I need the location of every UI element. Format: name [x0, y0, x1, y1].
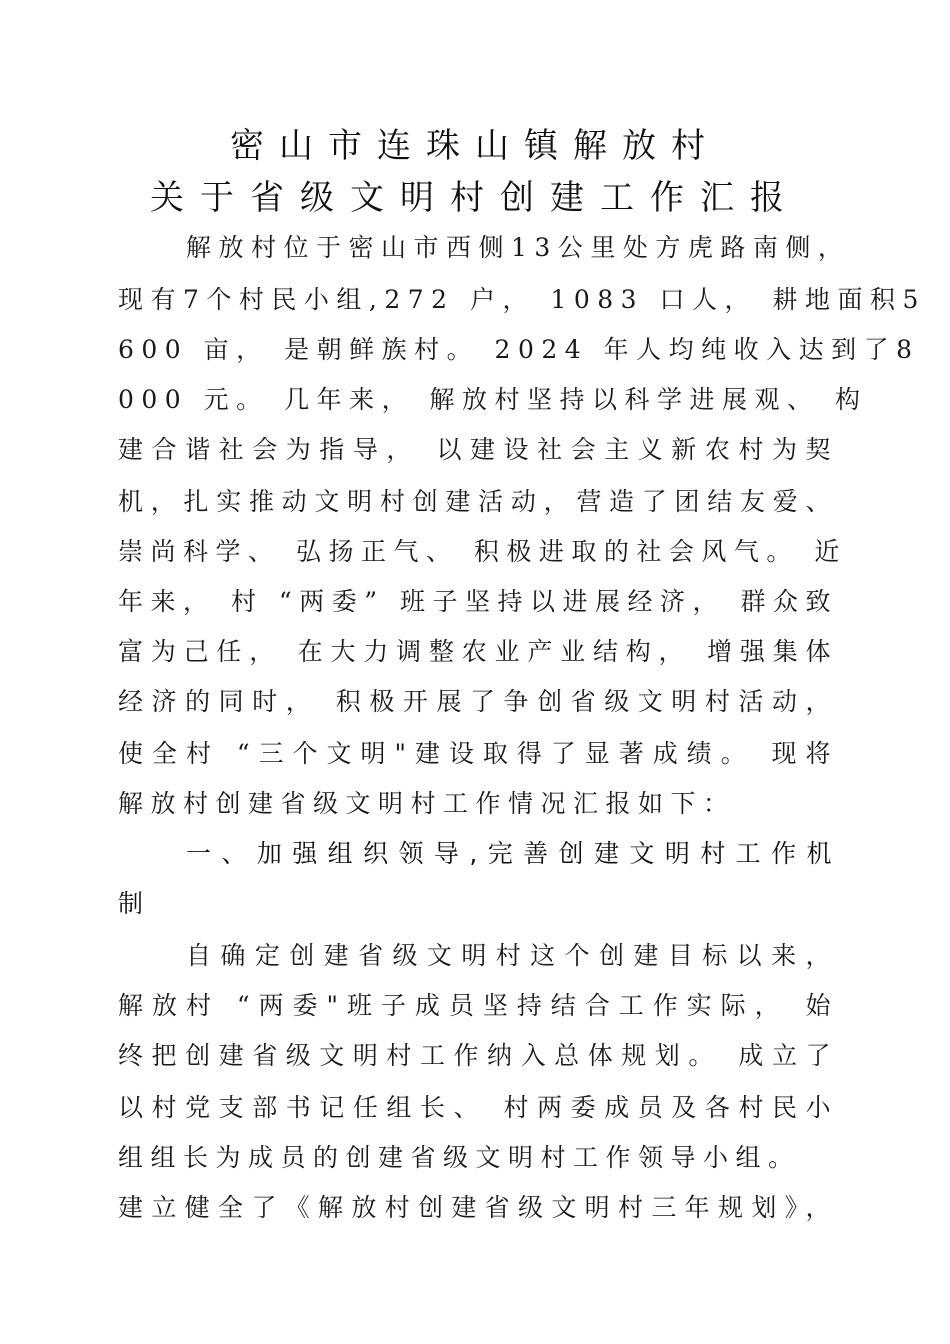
document-title-line-2: 关于省级文明村创建工作汇报 — [150, 178, 800, 218]
paragraph-line: 组组长为成员的创建省级文明村工作领导小组。 — [118, 1143, 801, 1172]
section-heading-line: 制 — [118, 889, 150, 918]
paragraph-line: 经济的同时， 积极开展了争创省级文明村活动， — [118, 687, 838, 716]
paragraph-line: 以村党支部书记任组长、 村两委成员及各村民小 — [118, 1093, 838, 1122]
paragraph-line: 000 元。 几年来， 解放村坚持以科学进展观、 构 — [118, 385, 868, 414]
paragraph-line: 自确定创建省级文明村这个创建目标以来， — [186, 941, 838, 970]
paragraph-line: 建合谐社会为指导， 以建设社会主义新农村为契 — [118, 435, 838, 464]
paragraph-line: 年来， 村 “两委” 班子坚持以进展经济， 群众致 — [118, 587, 838, 616]
paragraph-line: 现有7个村民小组,272 户， 1083 口人， 耕地面积5 — [118, 285, 926, 314]
paragraph-line: 建立健全了《解放村创建省级文明村三年规划》， — [118, 1193, 838, 1222]
paragraph-line: 使全村 “三个文明"建设取得了显著成绩。 现将 — [118, 739, 838, 768]
paragraph-line: 富为己任， 在大力调整农业产业结构， 增强集体 — [118, 637, 838, 666]
paragraph-line: 崇尚科学、 弘扬正气、 积极进取的社会风气。 近 — [118, 537, 847, 566]
paragraph-line: 终把创建省级文明村工作纳入总体规划。 成立了 — [118, 1041, 838, 1070]
paragraph-line: 解放村 “两委"班子成员坚持结合工作实际， 始 — [118, 991, 838, 1020]
paragraph-line: 600 亩， 是朝鲜族村。 2024 年人均纯收入达到了8 — [118, 335, 920, 364]
paragraph-line: 机，扎实推动文明村创建活动，营造了团结友爱、 — [118, 487, 838, 516]
document-title-line-1: 密山市连珠山镇解放村 — [230, 126, 720, 166]
section-heading-line: 一、加强组织领导,完善创建文明村工作机 — [186, 839, 838, 868]
paragraph-line: 解放村创建省级文明村工作情况汇报如下： — [118, 789, 736, 818]
paragraph-line: 解放村位于密山市西侧13公里处方虎路南侧， — [186, 233, 851, 262]
